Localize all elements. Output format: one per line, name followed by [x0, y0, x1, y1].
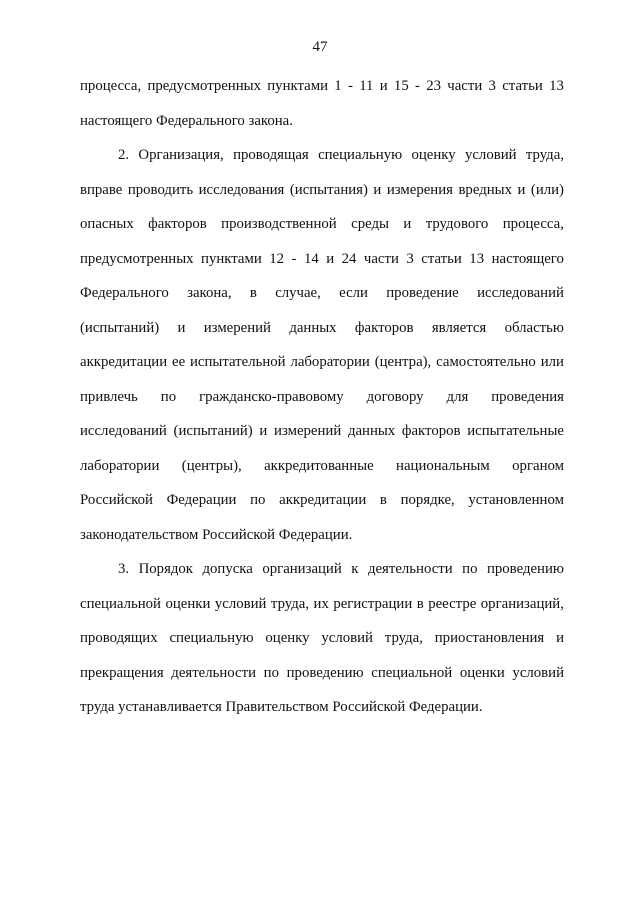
word: проведению — [486, 561, 564, 577]
paragraph — [80, 143, 564, 557]
word: данных — [347, 423, 396, 439]
word: проводящих — [80, 630, 158, 646]
word: организаций, — [480, 595, 564, 612]
word: и — [177, 319, 186, 336]
word: оценку — [411, 147, 456, 163]
word: - — [291, 250, 297, 267]
word: факторов — [148, 216, 207, 232]
word: Российской — [80, 492, 153, 508]
word: реестре — [428, 595, 477, 612]
word: лаборатории — [80, 457, 160, 474]
word: (центра), — [374, 354, 432, 370]
word: части — [363, 250, 399, 267]
text-line — [80, 247, 564, 282]
text-line — [80, 419, 564, 454]
word: и — [326, 250, 335, 267]
word: 14 — [303, 250, 319, 267]
word: специальной — [80, 595, 161, 612]
word: и — [403, 216, 412, 232]
word: закона, — [187, 285, 232, 301]
word: пунктами — [201, 250, 262, 267]
word: данных — [289, 319, 337, 336]
word: - — [415, 78, 420, 94]
text-line — [80, 626, 564, 661]
word: труда, — [270, 595, 310, 612]
word: исследований — [477, 285, 564, 301]
word: деятельности — [367, 561, 453, 577]
word: по — [462, 561, 478, 577]
word: условий — [464, 147, 517, 163]
word: регистрации — [333, 595, 413, 612]
word: производственной — [221, 216, 337, 232]
word: и — [259, 423, 268, 439]
paragraph — [80, 557, 564, 730]
word: факторов — [401, 423, 461, 439]
word: пунктами — [267, 78, 328, 94]
word: опасных — [80, 216, 134, 232]
word: - — [347, 78, 353, 94]
word: аккредитации — [80, 354, 168, 370]
word: или — [540, 354, 564, 370]
word: части — [447, 78, 483, 94]
word: трудового — [425, 216, 489, 232]
text-line — [80, 316, 564, 351]
word: измерений — [274, 423, 342, 439]
word: испытательные — [467, 423, 564, 439]
word: аккредитованные — [264, 457, 374, 474]
word: в — [416, 595, 424, 612]
word: измерений — [203, 319, 271, 336]
text-line — [80, 178, 564, 213]
word: труда, — [384, 630, 423, 646]
text-line — [80, 143, 564, 178]
word: национальным — [396, 457, 490, 474]
word: 3 — [406, 250, 414, 267]
text-line — [80, 488, 564, 523]
word: порядке, — [400, 492, 455, 508]
word: допуска — [202, 561, 253, 577]
word: их — [313, 595, 329, 612]
text-line — [80, 557, 564, 592]
word: специальную — [318, 147, 403, 163]
word: если — [339, 285, 368, 301]
text-line — [80, 592, 564, 627]
word: предусмотренных — [80, 250, 194, 267]
word: 13 — [469, 250, 485, 267]
word: и — [556, 630, 564, 646]
word: договору — [366, 388, 424, 405]
word: специальную — [169, 630, 254, 646]
word: 15 — [393, 78, 409, 94]
word: гражданско-правовому — [199, 388, 344, 405]
word: самостоятельно — [436, 354, 536, 370]
word: предусмотренных — [147, 78, 261, 94]
word: (испытания) — [289, 181, 368, 198]
word: 3. — [118, 561, 130, 577]
word: Федерации — [166, 492, 237, 508]
word: (испытаний) — [80, 319, 160, 336]
word: Организация, — [138, 147, 224, 163]
word: 23 — [426, 78, 442, 94]
word: привлечь — [80, 388, 138, 405]
word: специальной — [371, 664, 453, 681]
word: лаборатории — [290, 354, 370, 370]
word: измерения — [386, 181, 453, 198]
document-body — [80, 74, 564, 730]
word: (центры), — [181, 457, 242, 474]
word: органом — [512, 457, 564, 474]
word: 3 — [488, 78, 496, 94]
word: процесса, — [502, 216, 564, 232]
word: условий — [214, 595, 267, 612]
word: Порядок — [138, 561, 193, 577]
word: статьи — [502, 78, 543, 94]
text-line — [80, 74, 564, 109]
word: по — [250, 492, 266, 508]
word: настоящего — [491, 250, 564, 267]
text-line: настоящего Федерального закона. — [80, 112, 293, 129]
word: 2. — [118, 147, 130, 163]
word: оценку — [265, 630, 310, 646]
word: и — [379, 78, 388, 94]
word: (или) — [530, 181, 564, 198]
word: условий — [512, 664, 564, 681]
word: деятельности — [171, 664, 257, 681]
word: 11 — [359, 78, 374, 94]
word: установленном — [468, 492, 564, 508]
word: вредных — [458, 181, 512, 198]
word: аккредитации — [279, 492, 367, 508]
text-line — [80, 661, 564, 696]
word: (испытаний) — [173, 423, 253, 439]
word: условий — [321, 630, 373, 646]
word: вправе — [80, 181, 123, 198]
word: по — [160, 388, 177, 405]
word: 12 — [269, 250, 285, 267]
word: проведения — [491, 388, 564, 405]
word: оценки — [459, 664, 505, 681]
word: 24 — [341, 250, 357, 267]
word: организаций — [262, 561, 342, 577]
text-line — [80, 281, 564, 316]
word: и — [373, 181, 382, 198]
word: по — [263, 664, 279, 681]
word: статьи — [421, 250, 462, 267]
word: исследований — [80, 423, 167, 439]
paragraph — [80, 74, 564, 143]
text-line — [80, 212, 564, 247]
word: прекращения — [80, 664, 164, 681]
word: испытательной — [190, 354, 286, 370]
text-line — [80, 350, 564, 385]
word: среды — [351, 216, 389, 232]
word: для — [446, 388, 469, 405]
word: 1 — [334, 78, 342, 94]
word: ее — [172, 354, 186, 370]
word: процесса, — [80, 78, 142, 94]
word: и — [517, 181, 526, 198]
text-line: законодательством Российской Федерации. — [80, 526, 353, 543]
word: проведению — [286, 664, 364, 681]
page-number: 47 — [312, 39, 328, 55]
word: оценки — [165, 595, 211, 612]
text-line — [80, 454, 564, 489]
word: исследования — [198, 181, 285, 198]
text-line: труда устанавливается Правительством Российской Федерации. — [80, 699, 483, 715]
word: проводящая — [233, 147, 309, 163]
word: приостановления — [434, 630, 545, 646]
word: является — [431, 319, 487, 336]
word: 13 — [549, 78, 564, 94]
word: проведение — [386, 285, 459, 301]
word: Федерального — [80, 285, 169, 301]
word: в — [379, 492, 387, 508]
text-line — [80, 385, 564, 420]
word: труда, — [525, 147, 564, 163]
word: областью — [504, 319, 564, 336]
word: к — [351, 561, 359, 577]
word: проводить — [127, 181, 194, 198]
word: факторов — [354, 319, 414, 336]
word: в — [249, 285, 257, 301]
word: случае, — [275, 285, 321, 301]
